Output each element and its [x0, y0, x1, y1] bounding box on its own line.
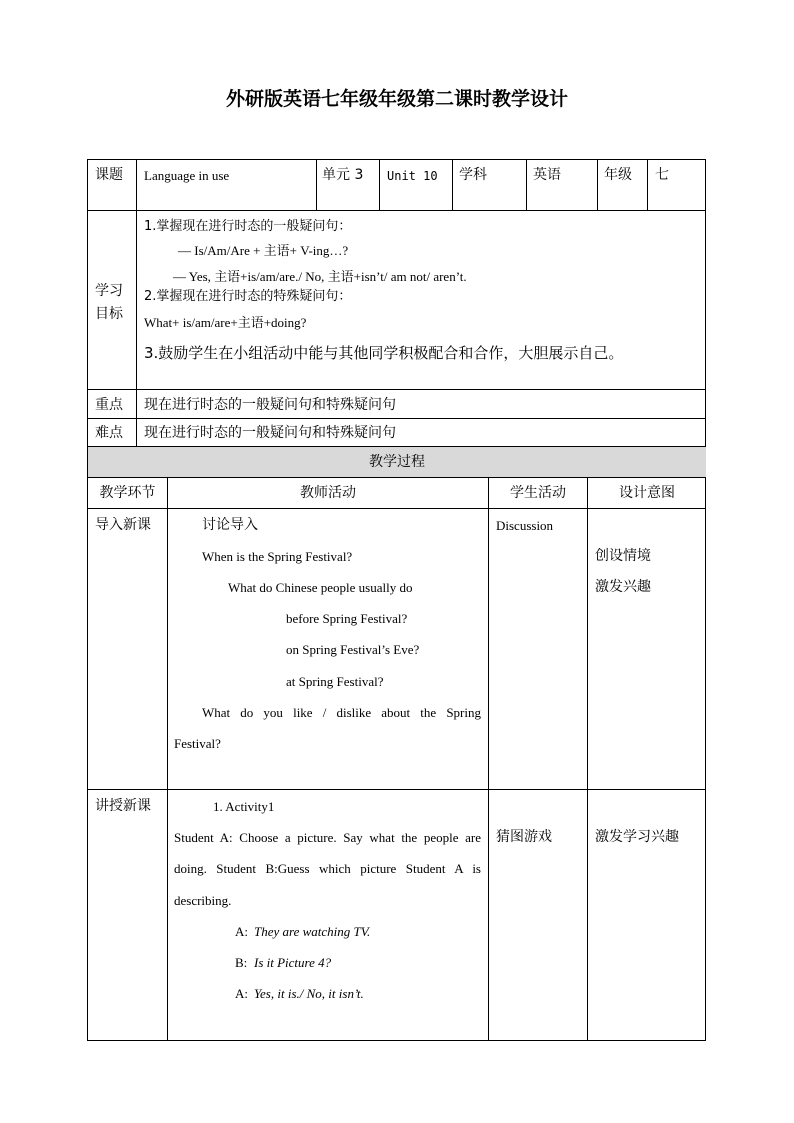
- teacher-line: before Spring Festival?: [286, 611, 408, 626]
- page-title: 外研版英语七年级年级第二课时教学设计: [225, 88, 568, 110]
- teacher-line: What do Chinese people usually do: [228, 580, 413, 595]
- unit-value: Unit 10: [387, 169, 438, 183]
- teacher-line: doing. Student B:Guess which picture Student A is: [174, 861, 481, 876]
- design-cell: 激发学习兴趣: [595, 829, 679, 845]
- objective-line: — Is/Am/Are + 主语+ V-ing…?: [178, 243, 349, 258]
- dialogue-line: Is it Picture 4?: [254, 955, 332, 970]
- unit-label: 单元 3: [322, 167, 364, 183]
- design-cell: 激发兴趣: [595, 579, 651, 595]
- col-divider: [136, 159, 137, 446]
- teacher-line: What do you like / dislike about the Spring: [202, 705, 481, 720]
- objective-line: 2.掌握现在进行时态的特殊疑问句：: [144, 289, 352, 304]
- row-divider: [87, 446, 706, 447]
- col-divider: [488, 477, 489, 1041]
- dialogue-speaker: A:: [235, 924, 248, 939]
- key-point-value: 现在进行时态的一般疑问句和特殊疑问句: [144, 397, 396, 413]
- row-divider: [87, 389, 706, 390]
- student-cell: 猜图游戏: [496, 829, 552, 845]
- grade-value: 七: [655, 167, 669, 183]
- col-divider: [452, 159, 453, 210]
- objective-line: 3.鼓励学生在小组活动中能与其他同学积极配合和合作，大胆展示自己。: [144, 344, 624, 362]
- subject-value: 英语: [533, 167, 561, 183]
- row-divider: [87, 789, 706, 790]
- process-header: 教学过程: [369, 454, 425, 470]
- col-divider: [597, 159, 598, 210]
- student-cell: Discussion: [496, 518, 554, 533]
- col-header-student: 学生活动: [510, 485, 566, 501]
- col-divider: [379, 159, 380, 210]
- difficult-point-value: 现在进行时态的一般疑问句和特殊疑问句: [144, 425, 396, 441]
- col-header-teacher: 教师活动: [300, 485, 356, 501]
- dialogue-speaker: B:: [235, 955, 248, 970]
- row-divider: [87, 508, 706, 509]
- objectives-label: 目标: [95, 306, 123, 322]
- subject-label: 学科: [459, 167, 487, 183]
- col-divider: [167, 477, 168, 1041]
- dialogue-line: Yes, it is./ No, it isn’t.: [254, 986, 364, 1001]
- teacher-line: 讨论导入: [202, 517, 258, 533]
- teacher-line: 1. Activity1: [213, 799, 275, 814]
- objectives-label: 学习: [95, 283, 123, 299]
- teacher-line: Festival?: [174, 736, 221, 751]
- teacher-line: on Spring Festival’s Eve?: [286, 642, 420, 657]
- col-divider: [316, 159, 317, 210]
- teacher-line: describing.: [174, 893, 232, 908]
- col-header-stage: 教学环节: [99, 485, 156, 501]
- teacher-line: at Spring Festival?: [286, 674, 384, 689]
- topic-value: Language in use: [144, 168, 230, 183]
- dialogue-line: They are watching TV.: [254, 924, 371, 939]
- objective-line: — Yes, 主语+is/am/are./ No, 主语+isn’t/ am not/ aren’t.: [173, 269, 467, 284]
- dialogue-speaker: A:: [235, 986, 248, 1001]
- stage-cell: 讲授新课: [95, 798, 151, 814]
- key-point-label: 重点: [95, 397, 123, 413]
- grade-label: 年级: [604, 167, 632, 183]
- difficult-point-label: 难点: [95, 425, 123, 441]
- stage-cell: 导入新课: [95, 517, 151, 533]
- row-divider: [87, 210, 706, 211]
- row-divider: [87, 477, 706, 478]
- teacher-line: Student A: Choose a picture. Say what the people are: [174, 830, 481, 845]
- objective-line: What+ is/am/are+主语+doing?: [144, 315, 307, 330]
- row-divider: [87, 418, 706, 419]
- design-cell: 创设情境: [595, 548, 651, 564]
- objective-line: 1.掌握现在进行时态的一般疑问句：: [144, 219, 352, 234]
- col-divider: [647, 159, 648, 210]
- col-divider: [587, 477, 588, 1041]
- col-divider: [526, 159, 527, 210]
- topic-label: 课题: [95, 167, 123, 183]
- col-header-design: 设计意图: [619, 485, 675, 501]
- teacher-line: When is the Spring Festival?: [202, 549, 353, 564]
